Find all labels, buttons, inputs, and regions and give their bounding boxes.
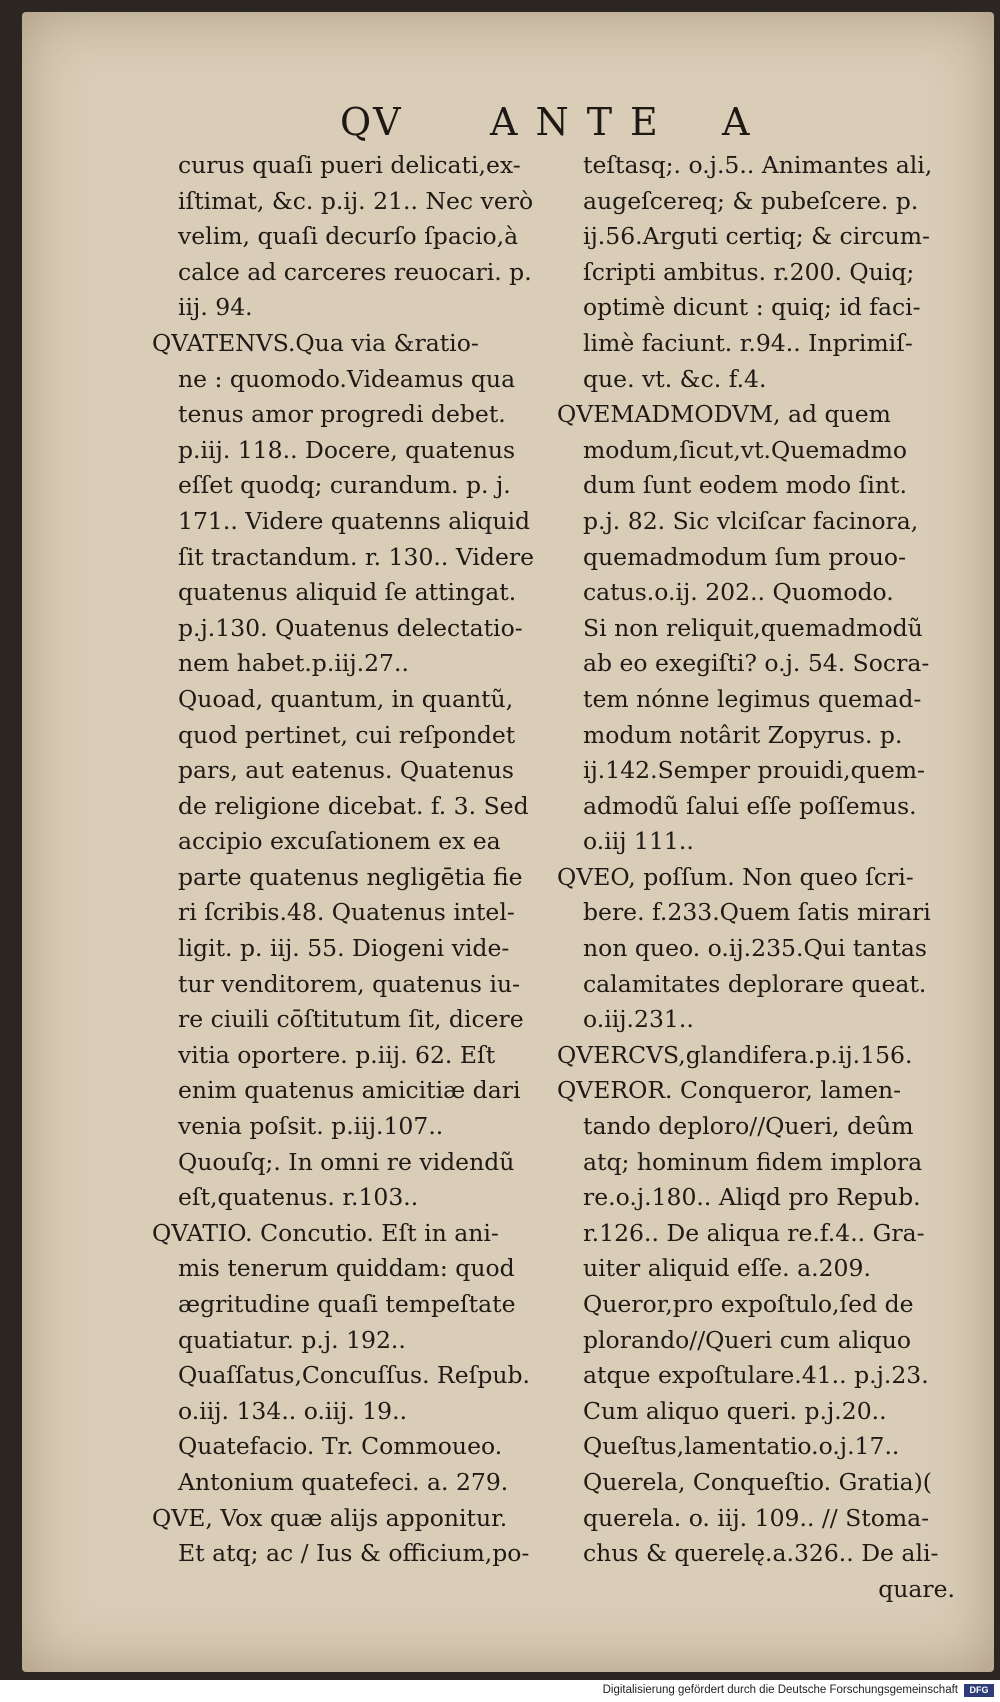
text-line: ij.56.Arguti certiq; & circum- [583, 222, 930, 251]
text-line: Antonium quatefeci. a. 279. [178, 1467, 509, 1496]
text-line: o.iij.231.. [583, 1005, 694, 1034]
text-line: modum notârit Zopyrus. p. [583, 720, 903, 749]
text-line: QVEO, poſſum. Non queo ſcri- [557, 862, 914, 891]
text-line: o.iij. 134.. o.iij. 19.. [178, 1396, 408, 1425]
text-line: venia poſsit. p.iij.107.. [178, 1112, 444, 1141]
text-line: ſit tractandum. r. 130.. Videre [178, 542, 534, 571]
text-line: ri ſcribis.48. Quatenus intel- [178, 898, 515, 927]
text-line: Quatefacio. Tr. Commoueo. [178, 1432, 503, 1461]
text-line: mis tenerum quiddam: quod [178, 1254, 515, 1283]
text-line: dum ſunt eodem modo ſint. [583, 471, 907, 500]
text-line: QVATIO. Concutio. Eſt in ani- [152, 1218, 499, 1247]
text-line: iij. 94. [178, 293, 253, 322]
text-line: quemadmodum ſum prouo- [583, 542, 907, 571]
text-line: p.j. 82. Sic vlciſcar facinora, [583, 506, 919, 535]
text-line: tenus amor progredi debet. [178, 400, 506, 429]
text-line: ne : quomodo.Videamus qua [178, 364, 516, 393]
text-line: QVERCVS,glandifera.p.ij.156. [557, 1040, 913, 1069]
text-line: chus & querelę.a.326.. De ali- [583, 1539, 939, 1568]
text-line: iſtimat, &c. p.ij. 21.. Nec verò [178, 186, 534, 215]
text-line: atque expoſtulare.41.. p.j.23. [583, 1361, 929, 1390]
text-line: QVEMADMODVM, ad quem [557, 400, 891, 429]
text-line: teſtasq;. o.j.5.. Animantes ali, [583, 151, 933, 179]
left-column [152, 148, 552, 1572]
text-line: que. vt. &c. f.4. [583, 364, 767, 393]
text-line: ab eo exegiſti? o.j. 54. Socra- [583, 649, 930, 678]
text-line: enim quatenus amicitiæ dari [178, 1076, 521, 1105]
header-right: A [722, 100, 752, 144]
text-line: Quaſſatus,Concuſſus. Reſpub. [178, 1361, 531, 1390]
text-line: Querela, Conqueſtio. Gratia)( [583, 1467, 932, 1496]
text-line: calamitates deplorare queat. [583, 969, 927, 998]
text-line: QVEROR. Conqueror, lamen- [557, 1076, 902, 1105]
text-line: Si non reliquit,quemadmodũ [583, 613, 923, 642]
text-line: 171.. Videre quatenns aliquid [178, 506, 531, 535]
text-line: velim, quaſi decurſo ſpacio,à [178, 222, 519, 251]
text-line: querela. o. iij. 109.. // Stoma- [583, 1503, 930, 1532]
text-line: limè faciunt. r.94.. Inprimiſ- [583, 328, 913, 357]
text-line: Cum aliquo queri. p.j.20.. [583, 1396, 887, 1425]
text-line: p.iij. 118.. Docere, quatenus [178, 435, 516, 464]
text-line: tando deploro//Queri, deûm [583, 1112, 914, 1141]
dfg-logo: DFG [964, 1684, 994, 1697]
text-line: QVATENVS.Qua via &ratio- [152, 328, 479, 357]
text-line: Queror,pro expoſtulo,ſed de [583, 1290, 914, 1318]
text-line: eſſet quodq; curandum. p. j. [178, 471, 511, 500]
text-line: ligit. p. iij. 55. Diogeni vide- [178, 934, 510, 963]
text-line: tem nónne legimus quemad- [583, 684, 922, 713]
text-line: quare. [878, 1574, 955, 1603]
text-line: non queo. o.ij.235.Qui tantas [583, 934, 927, 963]
text-line: accipio excuſationem ex ea [178, 827, 501, 856]
text-line: QVE, Vox quæ alijs apponitur. [152, 1503, 508, 1532]
text-line: optimè dicunt : quiq; id faci- [583, 293, 921, 322]
running-header [22, 100, 994, 144]
text-line: plorando//Queri cum aliquo [583, 1325, 912, 1354]
text-line: Quouſq;. In omni re videndũ [178, 1147, 515, 1176]
text-line: o.iij 111.. [583, 827, 694, 856]
text-line: re ciuili cōſtitutum ſit, dicere [178, 1005, 524, 1034]
text-line: quod pertinet, cui reſpondet [178, 720, 516, 749]
text-line: pars, aut eatenus. Quatenus [178, 756, 514, 785]
text-line: curus quaſi pueri delicati,ex- [178, 151, 521, 179]
text-line: eſt,quatenus. r.103.. [178, 1183, 419, 1212]
text-line: catus.o.ij. 202.. Quomodo. [583, 578, 894, 607]
right-column [557, 148, 985, 1607]
text-line: re.o.j.180.. Aliqd pro Repub. [583, 1183, 921, 1212]
text-line: Et atq; ac / Ius & officium,po- [178, 1539, 530, 1568]
text-line: vitia oportere. p.iij. 62. Eſt [178, 1040, 496, 1069]
text-line: nem habet.p.iij.27.. [178, 649, 409, 678]
text-line: ægritudine quaſi tempeſtate [178, 1290, 516, 1318]
text-line: p.j.130. Quatenus delectatio- [178, 613, 523, 642]
text-line: bere. f.233.Quem ſatis mirari [583, 898, 931, 927]
book-page [22, 12, 994, 1672]
text-line: quatenus aliquid ſe attingat. [178, 578, 517, 607]
text-line: ſcripti ambitus. r.200. Quiq; [583, 257, 915, 286]
header-left: QV [340, 100, 403, 144]
text-line: admodũ ſalui eſſe poſſemus. [583, 791, 917, 820]
footer-credit: Digitalisierung gefördert durch die Deutsche Forschungsgemeinschaft [602, 1684, 958, 1696]
text-line: parte quatenus negligētia fie [178, 862, 523, 891]
footer-bar [0, 1680, 1000, 1702]
text-line: atq; hominum fidem implora [583, 1147, 923, 1176]
text-line: uiter aliquid eſſe. a.209. [583, 1254, 871, 1283]
text-line: augeſcereq; & pubeſcere. p. [583, 186, 919, 215]
text-line: ij.142.Semper prouidi,quem- [583, 756, 925, 785]
header-mid: ANTE [490, 100, 676, 144]
text-line: Quoad, quantum, in quantũ, [178, 684, 514, 713]
text-line: de religione dicebat. f. 3. Sed [178, 791, 529, 820]
text-line: r.126.. De aliqua re.f.4.. Gra- [583, 1218, 925, 1247]
text-line: quatiatur. p.j. 192.. [178, 1325, 406, 1354]
text-line: Queſtus,lamentatio.o.j.17.. [583, 1432, 900, 1461]
text-line: tur venditorem, quatenus iu- [178, 969, 521, 998]
text-line: modum,ſicut,vt.Quemadmo [583, 435, 908, 464]
text-line: calce ad carceres reuocari. p. [178, 257, 532, 286]
